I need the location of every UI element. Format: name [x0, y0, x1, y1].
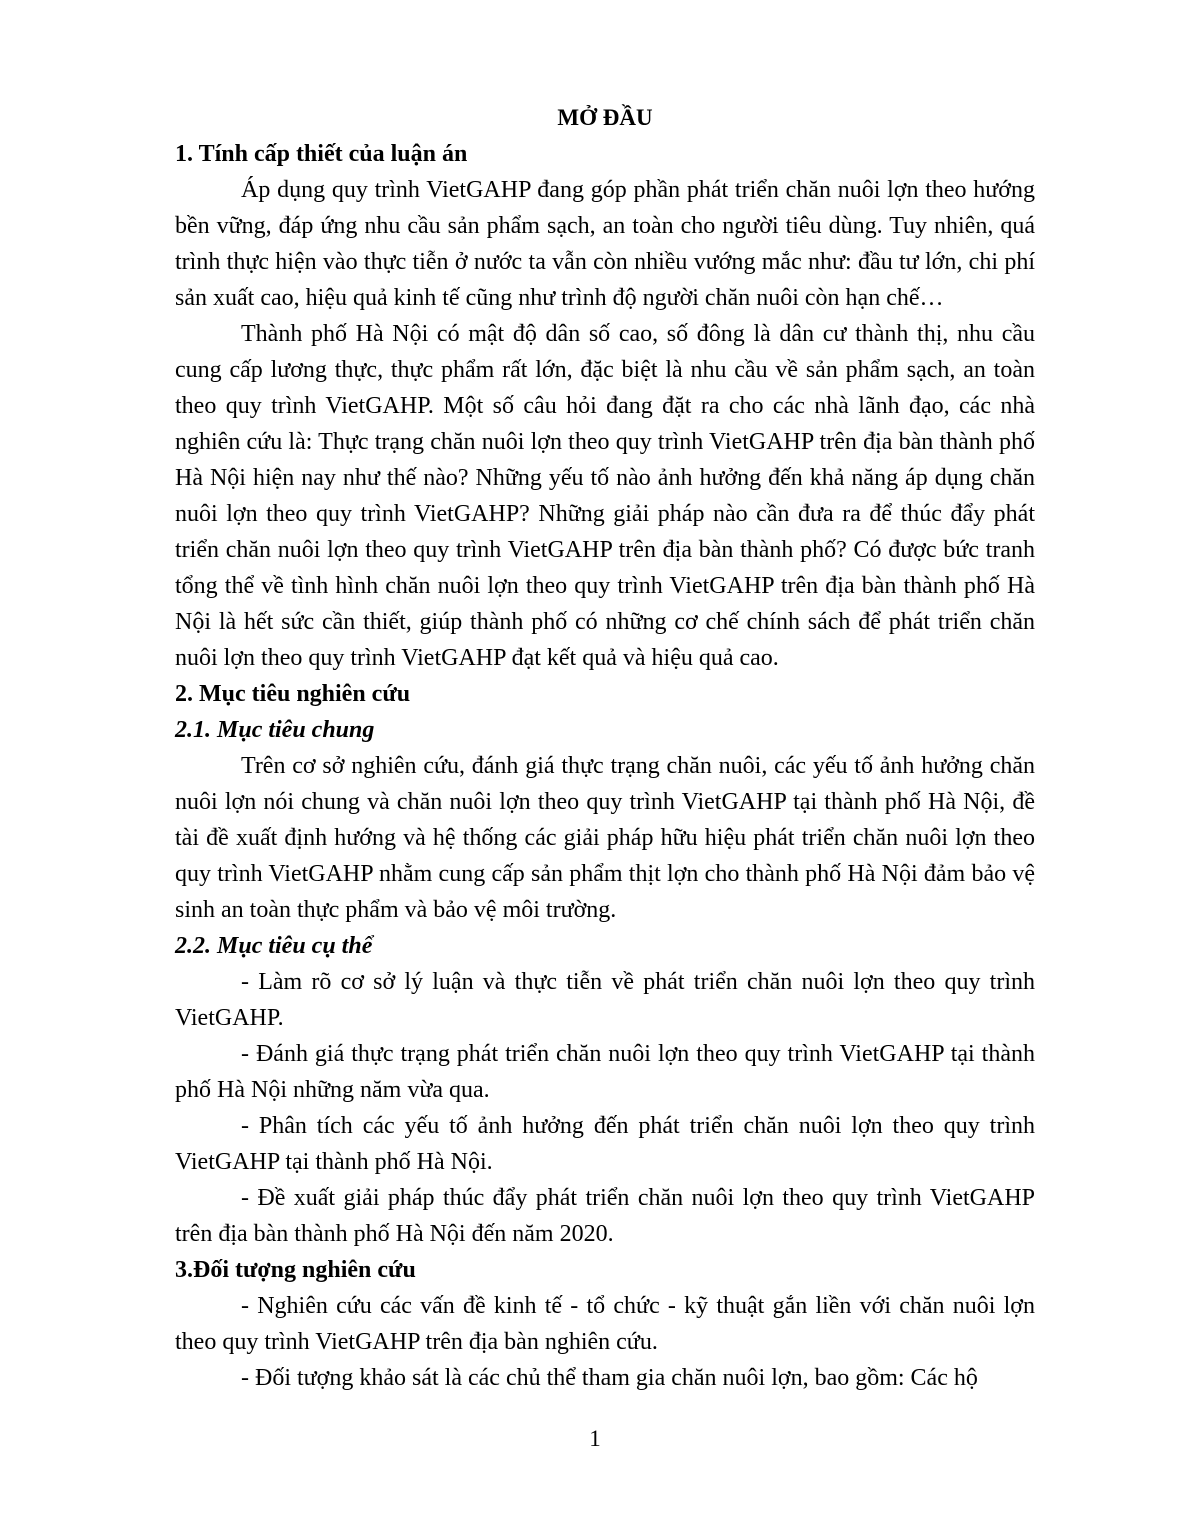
- page-number: 1: [589, 1426, 601, 1451]
- section-1-paragraph-2: Thành phố Hà Nội có mật độ dân số cao, số đông là dân cư thành thị, nhu cầu cung cấp lương thực, thực phẩm rất lớn, đặc biệt là nhu cầu về sản phẩm sạch, an toàn theo quy trình VietGAHP. Một số câu hỏi đang đặt ra cho các nhà lãnh đạo, các nhà nghiên cứu là: Thực trạng chăn nuôi lợn theo quy trình VietGAHP trên địa bàn thành phố Hà Nội hiện nay như thế nào? Những yếu tố nào ảnh hưởng đến khả năng áp dụng chăn nuôi lợn theo quy trình VietGAHP? Những giải pháp nào cần đưa ra để thúc đẩy phát triển chăn nuôi lợn theo quy trình VietGAHP trên địa bàn thành phố? Có được bức tranh tổng thể về tình hình chăn nuôi lợn theo quy trình VietGAHP trên địa bàn thành phố Hà Nội là hết sức cần thiết, giúp thành phố có những cơ chế chính sách để phát triển chăn nuôi lợn theo quy trình VietGAHP đạt kết quả và hiệu quả cao.: [175, 321, 1035, 671]
- section-3-heading: 3.Đối tượng nghiên cứu: [175, 1257, 416, 1283]
- section-1-paragraph-1: Áp dụng quy trình VietGAHP đang góp phần phát triển chăn nuôi lợn theo hướng bền vững, đáp ứng nhu cầu sản phẩm sạch, an toàn cho người tiêu dùng. Tuy nhiên, quá trình thực hiện vào thực tiễn ở nước ta vẫn còn nhiều vướng mắc như: đầu tư lớn, chi phí sản xuất cao, hiệu quả kinh tế cũng như trình độ người chăn nuôi còn hạn chế…: [175, 177, 1035, 311]
- objective-item: - Đánh giá thực trạng phát triển chăn nuôi lợn theo quy trình VietGAHP tại thành phố Hà Nội những năm vừa qua.: [175, 1041, 1035, 1103]
- document-page: [175, 100, 1035, 1396]
- section-2-1-paragraph: Trên cơ sở nghiên cứu, đánh giá thực trạng chăn nuôi, các yếu tố ảnh hưởng chăn nuôi lợn nói chung và chăn nuôi lợn theo quy trình VietGAHP tại thành phố Hà Nội, đề tài đề xuất định hướng và hệ thống các giải pháp hữu hiệu phát triển chăn nuôi lợn theo quy trình VietGAHP nhằm cung cấp sản phẩm thịt lợn cho thành phố Hà Nội đảm bảo vệ sinh an toàn thực phẩm và bảo vệ môi trường.: [175, 753, 1035, 923]
- research-object-item: - Đối tượng khảo sát là các chủ thể tham gia chăn nuôi lợn, bao gồm: Các hộ: [241, 1365, 978, 1391]
- research-object-item: - Nghiên cứu các vấn đề kinh tế - tổ chức - kỹ thuật gắn liền với chăn nuôi lợn theo quy trình VietGAHP trên địa bàn nghiên cứu.: [175, 1293, 1035, 1355]
- objective-item: - Phân tích các yếu tố ảnh hưởng đến phát triển chăn nuôi lợn theo quy trình VietGAHP tại thành phố Hà Nội.: [175, 1113, 1035, 1175]
- document-title: MỞ ĐẦU: [557, 105, 653, 130]
- section-2-heading: 2. Mục tiêu nghiên cứu: [175, 681, 411, 707]
- section-2-2-heading: 2.2. Mục tiêu cụ thể: [175, 933, 373, 959]
- section-2-1-heading: 2.1. Mục tiêu chung: [175, 717, 375, 743]
- objective-item: - Đề xuất giải pháp thúc đẩy phát triển chăn nuôi lợn theo quy trình VietGAHP trên địa bàn thành phố Hà Nội đến năm 2020.: [175, 1185, 1035, 1247]
- section-1-heading: 1. Tính cấp thiết của luận án: [175, 141, 468, 167]
- objective-item: - Làm rõ cơ sở lý luận và thực tiễn về phát triển chăn nuôi lợn theo quy trình VietGAHP.: [175, 969, 1035, 1031]
